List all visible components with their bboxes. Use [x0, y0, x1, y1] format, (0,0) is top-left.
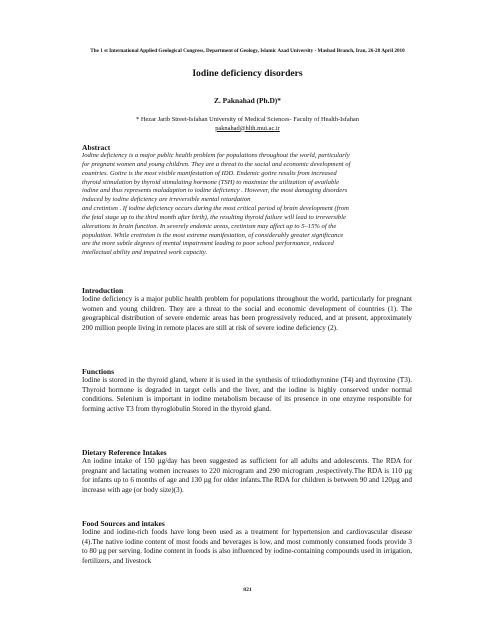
abstract-section [82, 143, 412, 258]
paper-title: Iodine deficiency disorders [192, 68, 303, 79]
page-number: 821 [243, 587, 252, 593]
author-name: Z. Paknahad (Ph.D)* [214, 96, 281, 105]
author-email-link[interactable]: paknahad@hlth.mui.ac.ir [215, 124, 280, 132]
abstract-line: and cretinism . If iodine deficiency occurs during the most critical period of brain development (from [82, 205, 349, 213]
abstract-body [82, 152, 412, 258]
dietary-section [82, 448, 412, 495]
food-sources-section [82, 519, 412, 566]
food-sources-body: Iodine and iodine-rich foods have long been used as a treatment for hypertension and cardiovascular disease (4).The native iodine content of most foods and beverages is low, and most commonly consumed foods provide 3 to 80 µg per serving. Iodine content in foods is also influenced by iodine-containing compounds used in irrigation, fertilizers, and livestock [82, 528, 412, 565]
abstract-line: are the more subtle degrees of mental impairment leading to poor school performance, reduced [82, 240, 334, 248]
functions-section [82, 367, 412, 414]
dietary-heading: Dietary Reference Intakes [82, 448, 167, 457]
functions-body: Iodine is stored in the thyroid gland, where it is used in the synthesis of triiodothyronine (T4) and thyroxine (T3). Thyroid hormone is degraded in target cells and the liver, and the iodine is highly conserved under normal conditions. Selenium is important in iodine metabolism because of its presence in one enzyme responsible for forming active T3 from thyroglobulin Stored in the thyroid gland. [82, 376, 412, 413]
introduction-body: Iodine deficiency is a major public health problem for populations throughout the world, particularly for pregnant women and young children. They are a threat to the social and economic development of countries (1). The geographical distribution of severe endemic areas has been progressively reduced, and at present, approximately 200 million people living in remote places are still at risk of severe iodine deficiency (2). [82, 295, 412, 332]
abstract-line: intellectual ability and impaired work capacity. [82, 249, 208, 257]
functions-heading: Functions [82, 367, 115, 376]
abstract-line: for pregnant women and young children. They are a threat to the social and economic development of [82, 160, 351, 168]
affiliation [0, 116, 495, 133]
affiliation-line: * Hezar Jarib Street-Isfahan University of Medical Sciences- Faculty of Health-Isfahan [136, 116, 359, 123]
abstract-line: population. While cretinism is the most extreme manifestation, of considerably greater significance [82, 231, 344, 239]
abstract-line: induced by iodine deficiency are irreversible mental retardation [82, 196, 251, 204]
abstract-line: the fetal stage up to the third month after birth), the resulting thyroid failure will lead to irreversible [82, 213, 346, 221]
abstract-line: thyroid stimulation by thyroid stimulating hormone (TSH) to maximize the utilization of available [82, 178, 340, 186]
running-header: The 1 st International Applied Geological Congress, Department of Geology, Islamic Azad University - Mashad Branch, Iran, 26-28 April 2010 [90, 48, 405, 54]
abstract-line: iodine and thus represents maladaption to iodine deficiency . However, the most damaging disorders [82, 187, 348, 195]
food-sources-heading: Food Sources and intakes [82, 519, 165, 528]
introduction-heading: Introduction [82, 286, 124, 295]
abstract-heading: Abstract [82, 143, 111, 152]
abstract-line: Iodine deficiency is a major public health problem for populations throughout the world, particularly [82, 152, 350, 159]
introduction-section [82, 286, 412, 333]
dietary-body: An iodine intake of 150 µg/day has been suggested as sufficient for all adults and adolescents. The RDA for pregnant and lactating women increases to 220 microgram and 290 microgram ,respectively.The RDA is 110 µg for infants up to 6 months of age and 130 µg for older infants.The RDA for children is between 90 and 120µg and increase with age (or body size)(3). [82, 457, 412, 494]
abstract-line: alterations in brain function. In severely endemic areas, cretinism may affect up to 5–15% of the [82, 222, 337, 230]
abstract-line: countries. Goitre is the most visible manifestation of IDD. Endemic goitre results from increased [82, 169, 337, 177]
